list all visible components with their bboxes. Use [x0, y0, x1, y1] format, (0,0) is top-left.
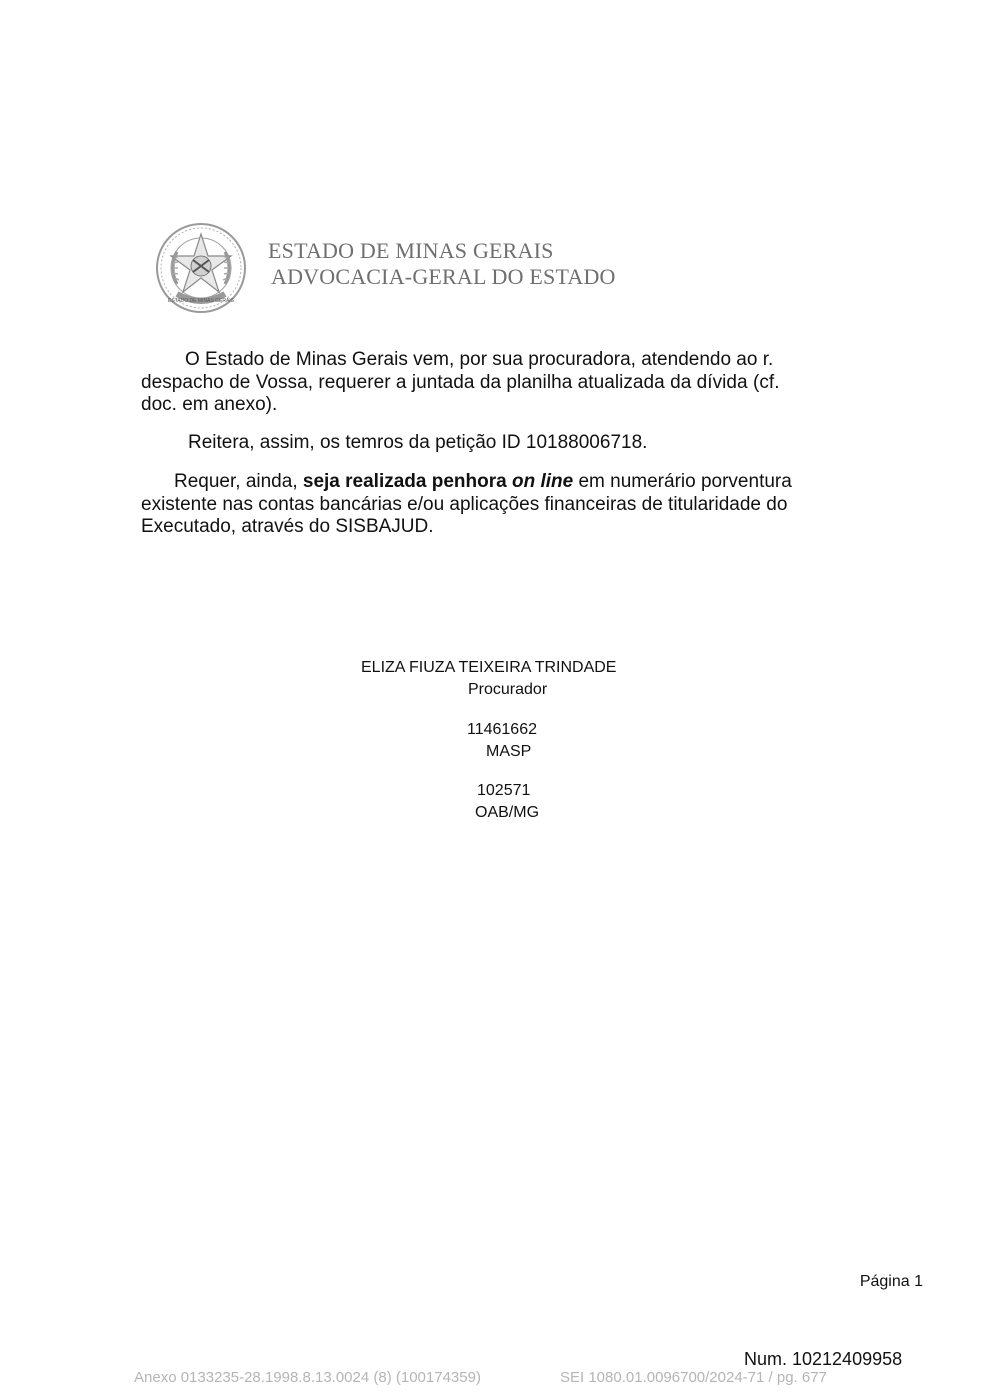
p3-line3: Executado, através do SISBAJUD. [141, 516, 434, 537]
p1-line1: O Estado de Minas Gerais vem, por sua procuradora, atendendo ao r. [185, 349, 774, 370]
p2-text: Reitera, assim, os temros da petição ID 10188006718. [188, 432, 648, 453]
p3-pre: Requer, ainda, [174, 471, 303, 492]
signer-role: Procurador [468, 681, 548, 698]
p1-line2: despacho de Vossa, requerer a juntada da planilha atualizada da dívida (cf. [141, 371, 780, 393]
org-department: ADVOCACIA-GERAL DO ESTADO [271, 264, 616, 289]
masp-number: 11461662 [467, 721, 537, 738]
p1-line3: doc. em anexo). [141, 394, 278, 415]
signer-name: ELIZA FIUZA TEIXEIRA TRINDADE [361, 659, 617, 676]
p3-bold-italic: on line [511, 471, 574, 492]
seal-icon [155, 222, 247, 314]
masp-label: MASP [486, 743, 532, 760]
oab-number: 102571 [477, 782, 531, 799]
document-num: Num. 10212409958 [744, 1349, 903, 1369]
anexo-reference: Anexo 0133235-28.1998.8.13.0024 (8) (100174359) [134, 1369, 481, 1386]
seal-text: ESTADO DE MINAS GERAIS [167, 298, 235, 304]
p3-bold: seja realizada penhora [302, 471, 512, 492]
paragraph-reitera [188, 432, 930, 455]
paragraph-request-juntada [141, 349, 883, 417]
p3-line2: existente nas contas bancárias e/ou aplicações financeiras de titularidade do [141, 493, 788, 515]
paragraph-penhora [141, 471, 883, 539]
sei-reference: SEI 1080.01.0096700/2024-71 / pg. 677 [560, 1369, 827, 1386]
org-name: ESTADO DE MINAS GERAIS [268, 238, 554, 263]
coat-of-arms-seal [155, 222, 247, 314]
p3-line1-post: em numerário porventura [573, 471, 792, 492]
oab-label: OAB/MG [475, 804, 540, 821]
page-number: Página 1 [859, 1273, 923, 1290]
